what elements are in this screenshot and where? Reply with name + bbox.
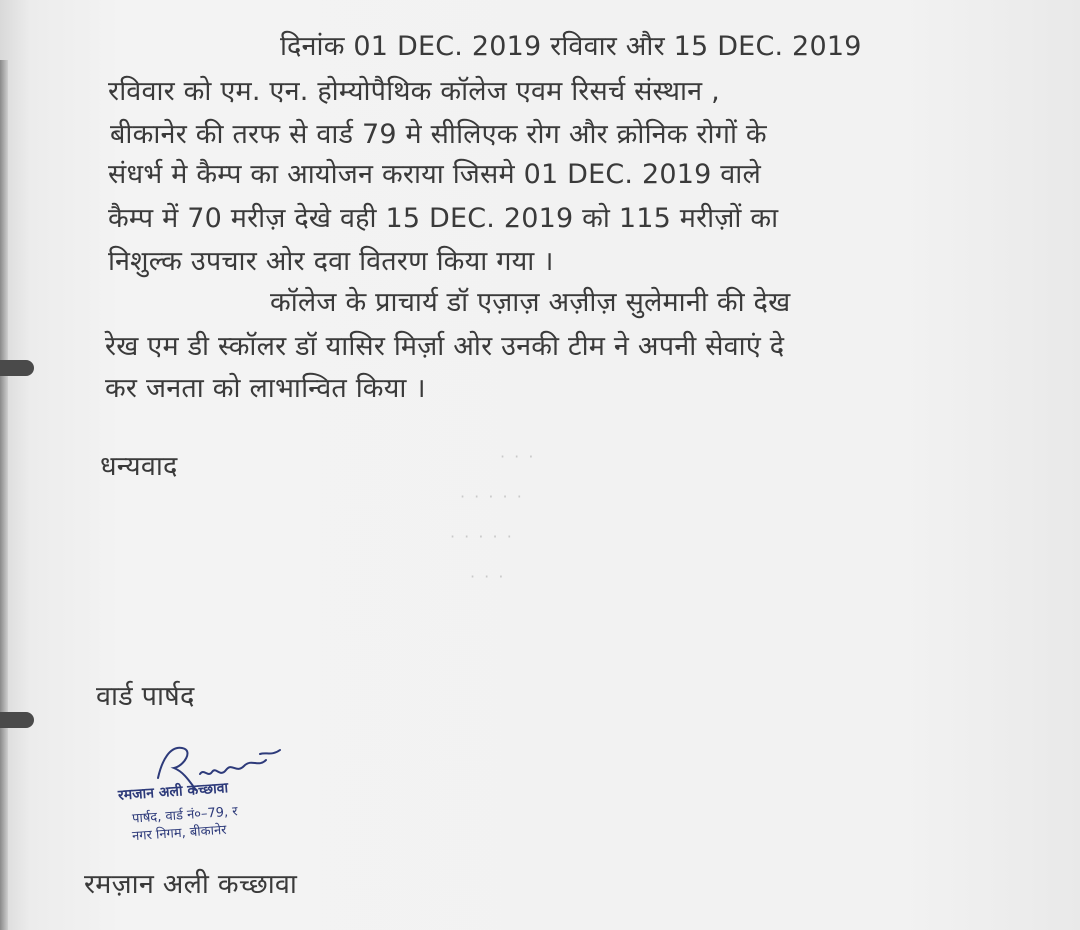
bleed-through-mark: · · · · · — [460, 487, 524, 506]
stamp-designation: पार्षद, वार्ड नं०–79, र — [131, 804, 239, 827]
letter-line-1: दिनांक 01 DEC. 2019 रविवार और 15 DEC. 2019 — [280, 31, 862, 62]
letter-line-8: रेख एम डी स्कॉलर डॉ यासिर मिर्ज़ा ओर उनकी टीम ने अपनी सेवाएं दे — [105, 331, 785, 362]
letter-line-7: कॉलेज के प्राचार्य डॉ एज़ाज़ अज़ीज़ सुलेमानी की देख — [270, 287, 791, 318]
letter-line-4: संधर्भ मे कैम्प का आयोजन कराया जिसमे 01 DEC. 2019 वाले — [108, 159, 762, 190]
letter-line-6: निशुल्क उपचार ओर दवा वितरण किया गया । — [108, 246, 554, 277]
stamp-office: नगर निगम, बीकानेर — [131, 822, 227, 845]
binder-clip-top — [0, 360, 34, 376]
bleed-through-mark: · · · — [500, 447, 536, 466]
letter-line-2: रविवार को एम. एन. होम्योपैथिक कॉलेज एवम रिसर्च संस्थान , — [108, 76, 720, 107]
closing-thanks: धन्यवाद — [100, 451, 178, 482]
stamp-name: रमजान अली कच्छावा — [117, 780, 229, 804]
letter-line-3: बीकानेर की तरफ से वार्ड 79 मे सीलिएक रोग और क्रोनिक रोगों के — [110, 119, 767, 150]
binding-edge — [0, 60, 8, 930]
binder-clip-bottom — [0, 712, 34, 728]
designation-label: वार्ड पार्षद — [96, 681, 195, 712]
signatory-name: रमज़ान अली कच्छावा — [84, 869, 298, 900]
letter-line-9: कर जनता को लाभान्वित किया । — [105, 373, 426, 404]
letter-line-5: कैम्प में 70 मरीज़ देखे वही 15 DEC. 2019 को 115 मरीज़ों का — [108, 203, 779, 234]
bleed-through-mark: · · · · · — [450, 527, 514, 546]
bleed-through-mark: · · · — [470, 567, 506, 586]
